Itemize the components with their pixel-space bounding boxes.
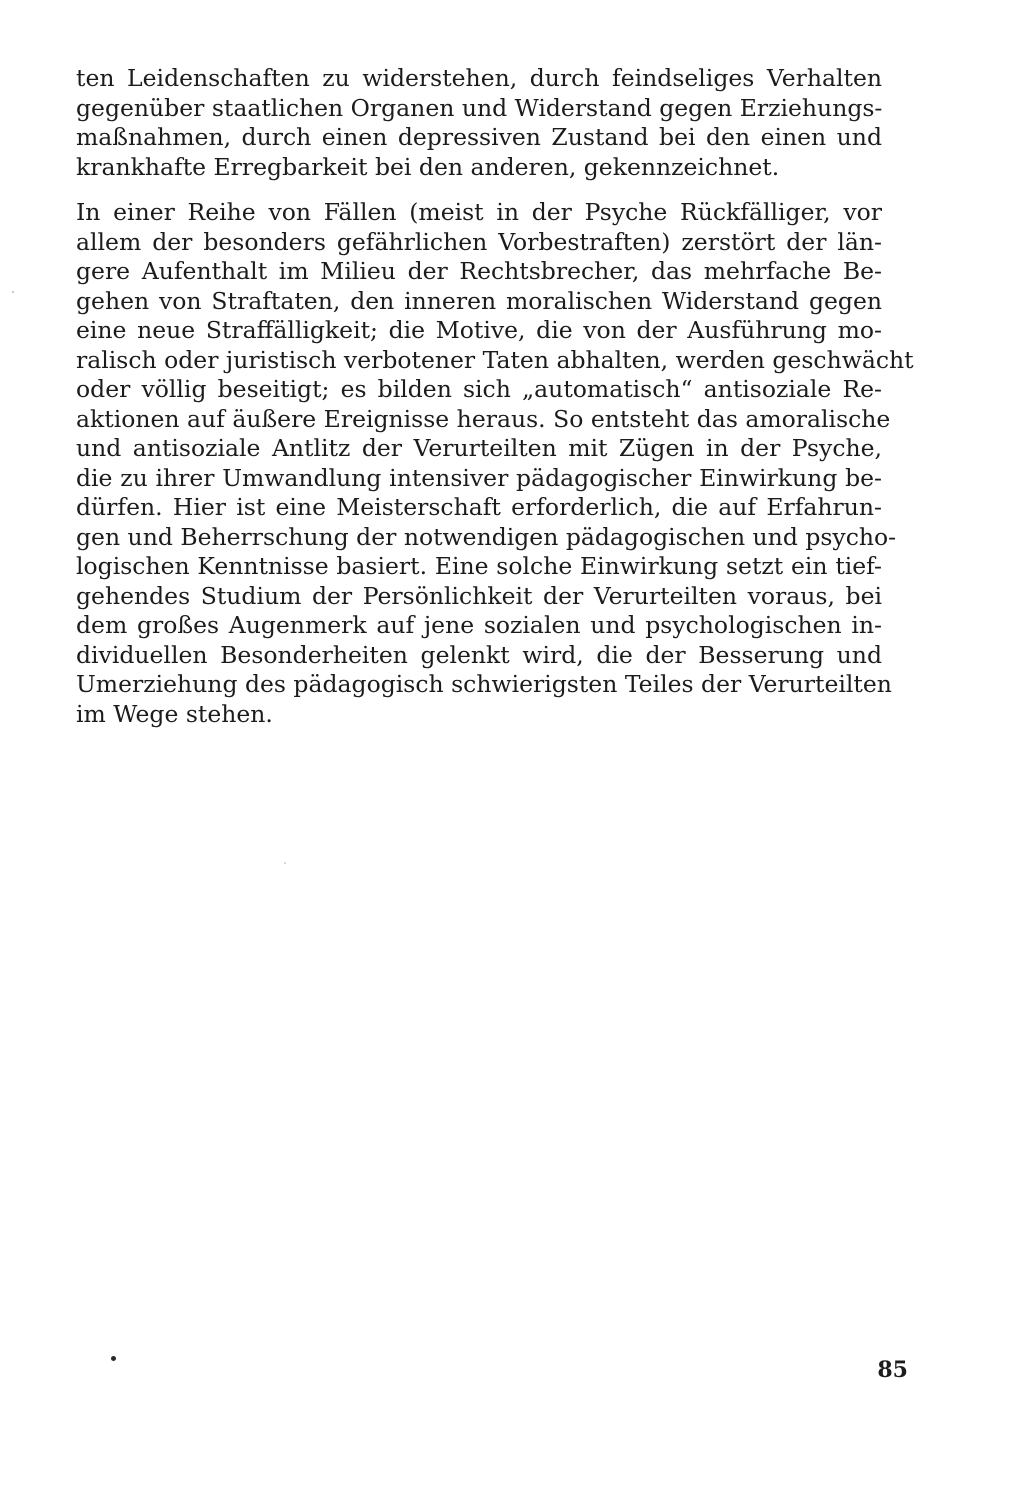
- text-line: dem großes Augenmerk auf jene sozialen und psychologischen in-: [76, 611, 882, 639]
- text-line: allem der besonders gefährlichen Vorbestraften) zerstört der län-: [76, 227, 882, 256]
- text-line: gere Aufenthalt im Milieu der Rechtsbrecher, das mehrfache Be-: [76, 257, 882, 285]
- text-line: gegenüber staatlichen Organen und Widerstand gegen Erziehungs-: [76, 93, 883, 122]
- text-line: krankhafte Erregbarkeit bei den anderen, gekennzeichnet.: [76, 152, 780, 181]
- text-line: eine neue Straffälligkeit; die Motive, die von der Ausführung mo-: [76, 316, 882, 344]
- text-line: im Wege stehen.: [76, 699, 273, 728]
- text-line: Umerziehung des pädagogisch schwierigsten Teiles der Verurteilten: [76, 670, 892, 698]
- scan-speck: [284, 862, 286, 864]
- text-line: dividuellen Besonderheiten gelenkt wird, die der Besserung und: [76, 640, 882, 669]
- text-line: In einer Reihe von Fällen (meist in der Psyche Rückfälliger, vor: [76, 198, 882, 226]
- text-line: ten Leidenschaften zu widerstehen, durch feindseliges Verhalten: [76, 64, 882, 92]
- text-line: oder völlig beseitigt; es bilden sich „automatisch“ antisoziale Re-: [76, 375, 882, 403]
- text-line: die zu ihrer Umwandlung intensiver pädagogischer Einwirkung be-: [76, 463, 882, 492]
- text-line: logischen Kenntnisse basiert. Eine solche Einwirkung setzt ein tief-: [76, 552, 882, 580]
- paragraph-2: [76, 198, 914, 729]
- text-line: ralisch oder juristisch verbotener Taten abhalten, werden geschwächt: [76, 345, 914, 374]
- text-line: gehendes Studium der Persönlichkeit der Verurteilten voraus, bei: [76, 581, 882, 610]
- scan-speck: [12, 291, 14, 293]
- text-line: maßnahmen, durch einen depressiven Zustand bei den einen und: [76, 123, 882, 151]
- text-line: gen und Beherrschung der notwendigen pädagogischen und psycho-: [76, 522, 897, 551]
- page-number: 85: [877, 1357, 908, 1383]
- paragraph-1: [76, 64, 882, 182]
- text-line: dürfen. Hier ist eine Meisterschaft erforderlich, die auf Erfahrun-: [76, 493, 882, 521]
- text-line: aktionen auf äußere Ereignisse heraus. So entsteht das amoralische: [76, 404, 891, 433]
- text-line: und antisoziale Antlitz der Verurteilten mit Zügen in der Psyche,: [76, 434, 882, 462]
- scan-speck: [111, 1356, 116, 1361]
- text-line: gehen von Straftaten, den inneren moralischen Widerstand gegen: [76, 286, 882, 315]
